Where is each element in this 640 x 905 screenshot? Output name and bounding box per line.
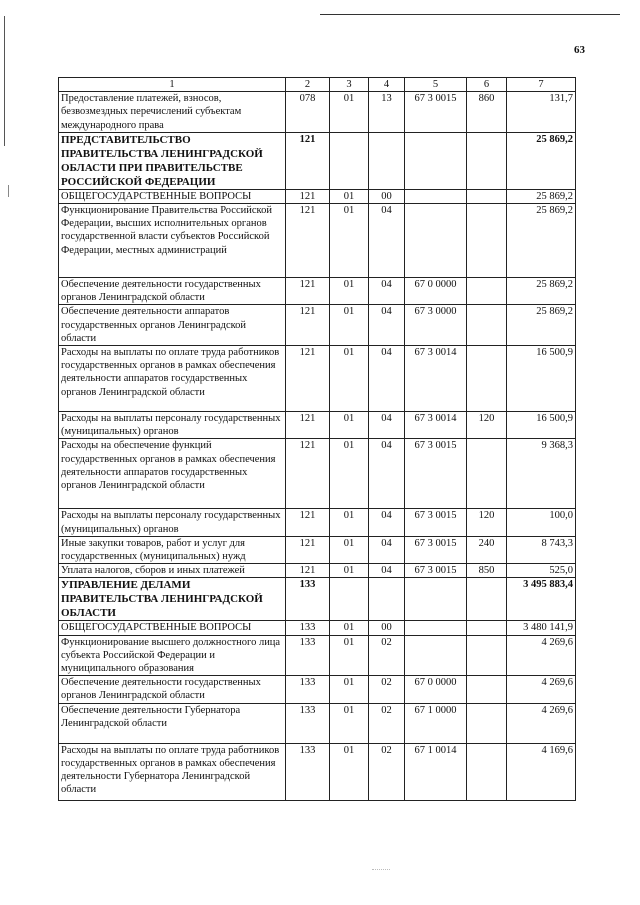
row-code-cell: 04 bbox=[369, 439, 405, 509]
row-code-cell: 121 bbox=[286, 536, 330, 563]
header-cell: 3 bbox=[330, 78, 369, 92]
row-code-cell: 4 269,6 bbox=[507, 635, 576, 676]
row-code-cell: 67 3 0015 bbox=[405, 92, 467, 133]
scan-mark bbox=[8, 185, 9, 197]
scan-edge-left bbox=[4, 16, 5, 146]
row-code-cell: 01 bbox=[330, 621, 369, 635]
row-code-cell bbox=[405, 132, 467, 189]
row-code-cell: 4 269,6 bbox=[507, 676, 576, 703]
row-code-cell: 00 bbox=[369, 189, 405, 203]
scan-edge-top bbox=[320, 14, 620, 15]
table-row bbox=[59, 676, 576, 703]
table-row bbox=[59, 439, 576, 509]
row-code-cell: 67 3 0014 bbox=[405, 412, 467, 439]
row-code-cell bbox=[467, 703, 507, 743]
row-code-cell: 04 bbox=[369, 536, 405, 563]
row-code-cell: 67 3 0015 bbox=[405, 509, 467, 536]
row-code-cell: 4 169,6 bbox=[507, 743, 576, 800]
row-code-cell: 01 bbox=[330, 676, 369, 703]
row-name-cell: Уплата налогов, сборов и иных платежей bbox=[59, 564, 286, 578]
row-code-cell: 240 bbox=[467, 536, 507, 563]
table-row bbox=[59, 346, 576, 412]
row-name-cell: Расходы на выплаты персоналу государственных (муниципальных) органов bbox=[59, 509, 286, 536]
row-name-cell: Расходы на выплаты по оплате труда работников государственных органов в рамках обеспечения деятельности аппаратов государственных органов Ленинградской области bbox=[59, 346, 286, 412]
row-code-cell: 67 3 0015 bbox=[405, 536, 467, 563]
row-name-cell: УПРАВЛЕНИЕ ДЕЛАМИ ПРАВИТЕЛЬСТВА ЛЕНИНГРАДСКОЙ ОБЛАСТИ bbox=[59, 578, 286, 621]
row-code-cell bbox=[467, 635, 507, 676]
row-code-cell: 120 bbox=[467, 412, 507, 439]
row-code-cell bbox=[467, 578, 507, 621]
row-code-cell bbox=[467, 132, 507, 189]
row-code-cell: 01 bbox=[330, 189, 369, 203]
row-code-cell bbox=[405, 189, 467, 203]
row-code-cell: 67 3 0000 bbox=[405, 305, 467, 346]
row-code-cell bbox=[405, 204, 467, 278]
row-code-cell: 01 bbox=[330, 204, 369, 278]
row-code-cell: 00 bbox=[369, 621, 405, 635]
row-code-cell: 04 bbox=[369, 346, 405, 412]
row-code-cell bbox=[467, 621, 507, 635]
row-code-cell bbox=[467, 204, 507, 278]
table-row bbox=[59, 189, 576, 203]
row-code-cell: 67 0 0000 bbox=[405, 676, 467, 703]
row-code-cell: 16 500,9 bbox=[507, 346, 576, 412]
row-name-cell: Обеспечение деятельности государственных органов Ленинградской области bbox=[59, 676, 286, 703]
row-code-cell: 25 869,2 bbox=[507, 189, 576, 203]
row-code-cell bbox=[467, 346, 507, 412]
header-cell: 7 bbox=[507, 78, 576, 92]
row-code-cell: 121 bbox=[286, 346, 330, 412]
row-code-cell: 67 3 0015 bbox=[405, 564, 467, 578]
row-code-cell: 01 bbox=[330, 278, 369, 305]
table-row bbox=[59, 621, 576, 635]
header-cell: 4 bbox=[369, 78, 405, 92]
row-code-cell bbox=[467, 439, 507, 509]
row-code-cell bbox=[330, 132, 369, 189]
table-row bbox=[59, 743, 576, 800]
row-code-cell bbox=[369, 132, 405, 189]
row-code-cell: 01 bbox=[330, 439, 369, 509]
row-code-cell: 02 bbox=[369, 635, 405, 676]
table-row bbox=[59, 578, 576, 621]
row-code-cell bbox=[467, 305, 507, 346]
table-row bbox=[59, 305, 576, 346]
row-code-cell: 04 bbox=[369, 278, 405, 305]
table-row bbox=[59, 564, 576, 578]
row-code-cell: 525,0 bbox=[507, 564, 576, 578]
row-code-cell: 121 bbox=[286, 305, 330, 346]
row-code-cell: 121 bbox=[286, 439, 330, 509]
row-code-cell: 04 bbox=[369, 204, 405, 278]
row-code-cell bbox=[467, 743, 507, 800]
row-code-cell: 02 bbox=[369, 703, 405, 743]
row-code-cell: 100,0 bbox=[507, 509, 576, 536]
row-code-cell: 01 bbox=[330, 305, 369, 346]
row-name-cell: Обеспечение деятельности государственных органов Ленинградской области bbox=[59, 278, 286, 305]
row-code-cell: 133 bbox=[286, 635, 330, 676]
budget-table bbox=[58, 77, 576, 801]
row-code-cell bbox=[330, 578, 369, 621]
row-code-cell: 121 bbox=[286, 204, 330, 278]
row-code-cell bbox=[369, 578, 405, 621]
table-row bbox=[59, 92, 576, 133]
table-row bbox=[59, 204, 576, 278]
row-code-cell bbox=[467, 278, 507, 305]
row-name-cell: Иные закупки товаров, работ и услуг для государственных (муниципальных) нужд bbox=[59, 536, 286, 563]
row-code-cell: 67 3 0015 bbox=[405, 439, 467, 509]
row-code-cell: 121 bbox=[286, 132, 330, 189]
row-code-cell: 4 269,6 bbox=[507, 703, 576, 743]
row-code-cell: 25 869,2 bbox=[507, 278, 576, 305]
header-cell: 5 bbox=[405, 78, 467, 92]
page-number: 63 bbox=[574, 44, 585, 56]
table-row bbox=[59, 536, 576, 563]
row-code-cell bbox=[467, 189, 507, 203]
header-cell: 1 bbox=[59, 78, 286, 92]
row-code-cell: 67 3 0014 bbox=[405, 346, 467, 412]
row-code-cell: 25 869,2 bbox=[507, 204, 576, 278]
row-code-cell: 04 bbox=[369, 509, 405, 536]
row-name-cell: Обеспечение деятельности Губернатора Ленинградской области bbox=[59, 703, 286, 743]
row-code-cell: 121 bbox=[286, 412, 330, 439]
row-code-cell: 67 1 0000 bbox=[405, 703, 467, 743]
row-code-cell: 04 bbox=[369, 305, 405, 346]
row-code-cell: 02 bbox=[369, 743, 405, 800]
row-code-cell: 121 bbox=[286, 189, 330, 203]
row-code-cell: 01 bbox=[330, 412, 369, 439]
row-code-cell: 078 bbox=[286, 92, 330, 133]
row-code-cell: 67 0 0000 bbox=[405, 278, 467, 305]
row-code-cell: 01 bbox=[330, 635, 369, 676]
table-row bbox=[59, 278, 576, 305]
row-code-cell bbox=[405, 578, 467, 621]
row-code-cell: 04 bbox=[369, 564, 405, 578]
table-row bbox=[59, 132, 576, 189]
row-code-cell: 9 368,3 bbox=[507, 439, 576, 509]
row-code-cell: 850 bbox=[467, 564, 507, 578]
row-code-cell: 04 bbox=[369, 412, 405, 439]
row-code-cell: 3 495 883,4 bbox=[507, 578, 576, 621]
row-code-cell: 01 bbox=[330, 564, 369, 578]
row-code-cell: 16 500,9 bbox=[507, 412, 576, 439]
row-code-cell: 01 bbox=[330, 346, 369, 412]
table-row bbox=[59, 703, 576, 743]
row-name-cell: Функционирование Правительства Российской Федерации, высших исполнительных органов государственной власти субъектов Российской Федерации, местных администраций bbox=[59, 204, 286, 278]
row-code-cell: 13 bbox=[369, 92, 405, 133]
table-row bbox=[59, 412, 576, 439]
row-code-cell: 133 bbox=[286, 743, 330, 800]
row-code-cell: 131,7 bbox=[507, 92, 576, 133]
row-name-cell: ОБЩЕГОСУДАРСТВЕННЫЕ ВОПРОСЫ bbox=[59, 189, 286, 203]
table-row bbox=[59, 635, 576, 676]
row-code-cell: 133 bbox=[286, 676, 330, 703]
row-name-cell: Расходы на выплаты по оплате труда работников государственных органов в рамках обеспечения деятельности Губернатора Ленинградской области bbox=[59, 743, 286, 800]
row-code-cell: 120 bbox=[467, 509, 507, 536]
row-code-cell: 3 480 141,9 bbox=[507, 621, 576, 635]
row-code-cell: 860 bbox=[467, 92, 507, 133]
table-row bbox=[59, 509, 576, 536]
row-code-cell: 133 bbox=[286, 621, 330, 635]
row-name-cell: ОБЩЕГОСУДАРСТВЕННЫЕ ВОПРОСЫ bbox=[59, 621, 286, 635]
row-name-cell: Расходы на выплаты персоналу государственных (муниципальных) органов bbox=[59, 412, 286, 439]
row-name-cell: ПРЕДСТАВИТЕЛЬСТВО ПРАВИТЕЛЬСТВА ЛЕНИНГРАДСКОЙ ОБЛАСТИ ПРИ ПРАВИТЕЛЬСТВЕ РОССИЙСКОЙ ФЕДЕРАЦИИ bbox=[59, 132, 286, 189]
row-code-cell: 25 869,2 bbox=[507, 132, 576, 189]
header-row bbox=[59, 78, 576, 92]
row-name-cell: Обеспечение деятельности аппаратов государственных органов Ленинградской области bbox=[59, 305, 286, 346]
row-code-cell: 02 bbox=[369, 676, 405, 703]
row-code-cell: 133 bbox=[286, 578, 330, 621]
row-code-cell: 25 869,2 bbox=[507, 305, 576, 346]
row-code-cell bbox=[405, 621, 467, 635]
row-name-cell: Предоставление платежей, взносов, безвозмездных перечислений субъектам международного права bbox=[59, 92, 286, 133]
row-name-cell: Функционирование высшего должностного лица субъекта Российской Федерации и муниципального образования bbox=[59, 635, 286, 676]
row-code-cell: 67 1 0014 bbox=[405, 743, 467, 800]
row-code-cell: 01 bbox=[330, 743, 369, 800]
header-cell: 6 bbox=[467, 78, 507, 92]
header-cell: 2 bbox=[286, 78, 330, 92]
row-code-cell bbox=[405, 635, 467, 676]
row-code-cell: 01 bbox=[330, 92, 369, 133]
row-code-cell: 01 bbox=[330, 703, 369, 743]
row-code-cell: 121 bbox=[286, 278, 330, 305]
row-code-cell: 133 bbox=[286, 703, 330, 743]
scan-artifact bbox=[372, 869, 390, 878]
row-code-cell bbox=[467, 676, 507, 703]
row-code-cell: 8 743,3 bbox=[507, 536, 576, 563]
row-code-cell: 01 bbox=[330, 536, 369, 563]
row-code-cell: 121 bbox=[286, 509, 330, 536]
row-code-cell: 01 bbox=[330, 509, 369, 536]
row-name-cell: Расходы на обеспечение функций государственных органов в рамках обеспечения деятельности аппаратов государственных органов Ленинградской области bbox=[59, 439, 286, 509]
row-code-cell: 121 bbox=[286, 564, 330, 578]
